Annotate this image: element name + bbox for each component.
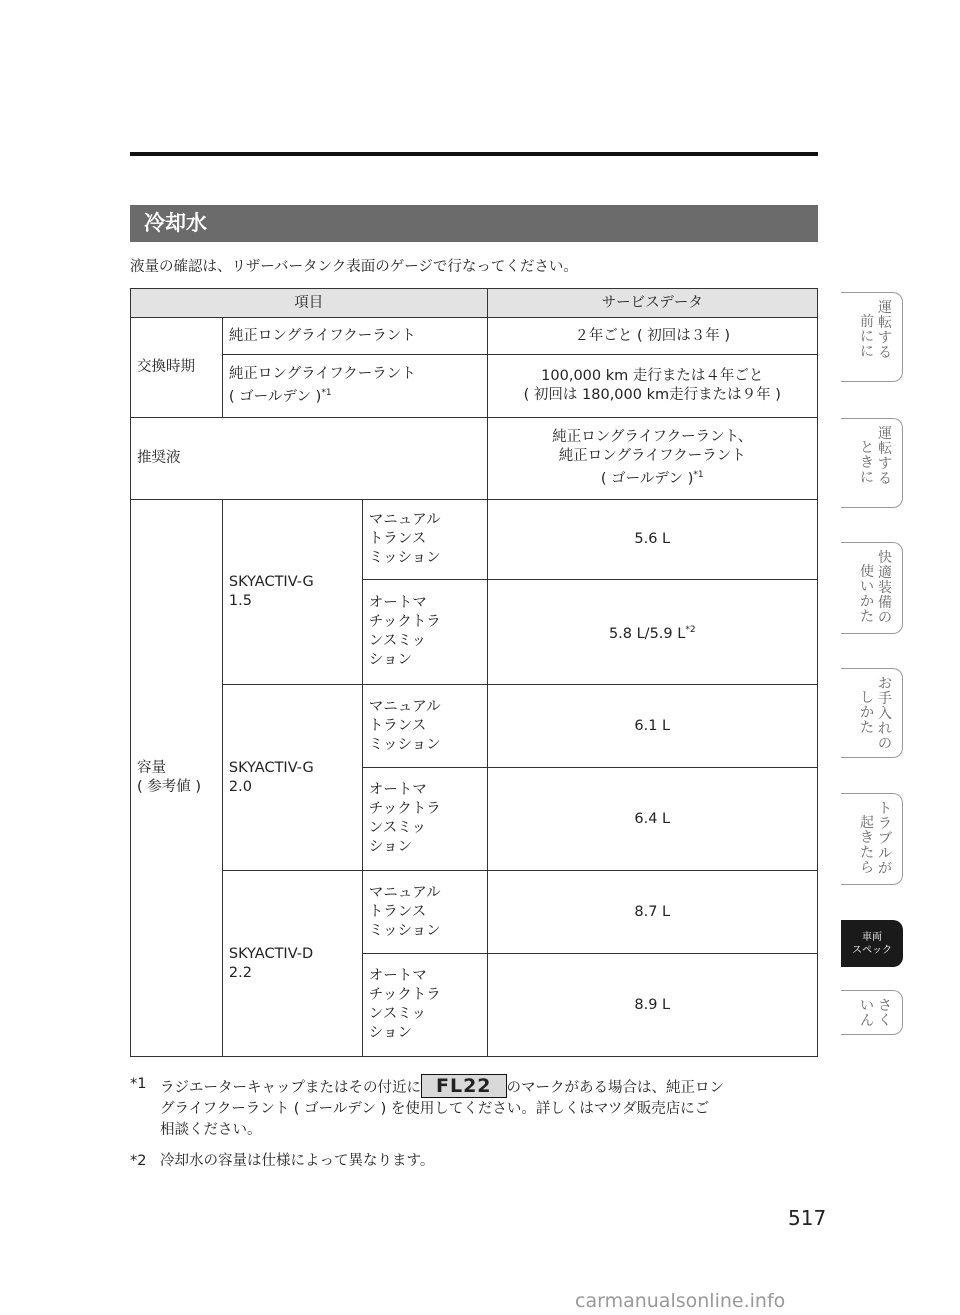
tab-vehicle-specs[interactable]: 車両 スペック: [841, 920, 903, 967]
transmission-manual: マニュアル トランス ミッション: [362, 500, 487, 580]
recommended-label: 推奨液: [131, 418, 488, 500]
transmission-auto: オートマ チックトラ ンスミッ ション: [362, 580, 487, 685]
capacity-value: 8.7 L: [487, 871, 817, 954]
transmission-manual: マニュアル トランス ミッション: [362, 871, 487, 954]
capacity-value: 6.1 L: [487, 685, 817, 768]
exchange-value-2: 100,000 km 走行または４年ごと ( 初回は 180,000 km走行または９年 ): [487, 355, 817, 418]
table-header-row: [131, 289, 818, 318]
tab-comfort-equipment[interactable]: 使 い か た 快 適 装 備 の: [841, 542, 903, 634]
watermark: carmanualsonline.info: [575, 1290, 786, 1312]
coolant-spec-table: [130, 288, 818, 1057]
exchange-item-1: 純正ロングライフクーラント: [222, 318, 487, 355]
tab-before-driving[interactable]: 前 に に 運 転 す る: [841, 292, 903, 382]
tab-index[interactable]: い ん さ く: [841, 990, 903, 1035]
section-title: 冷却水: [130, 205, 818, 242]
footnote-1: *1 ラジエーターキャップまたはその付近に FL22 のマークがある場合は、純正ロン グライフクーラント ( ゴールデン ) を使用してください。詳しくはマツダ販売店にご 相談ください。: [130, 1075, 725, 1138]
header-item: 項目: [131, 289, 488, 318]
capacity-label: 容量 ( 参考値 ): [131, 500, 223, 1057]
tab-while-driving[interactable]: と き に 運 転 す る: [841, 418, 903, 508]
table-row: [131, 871, 818, 954]
tab-troubleshooting[interactable]: 起 き た ら ト ラ ブ ル が: [841, 793, 903, 885]
page-number: 517: [788, 1206, 827, 1230]
footnote-2: *2 冷却水の容量は仕様によって異なります。: [130, 1153, 435, 1169]
engine-name: SKYACTIV-D 2.2: [222, 871, 362, 1057]
tab-maintenance[interactable]: し か た お 手 入 れ の: [841, 668, 903, 758]
intro-text: 液量の確認は、リザーバータンク表面のゲージで行なってください。: [130, 259, 578, 275]
table-row: [131, 500, 818, 580]
transmission-auto: オートマ チックトラ ンスミッ ション: [362, 768, 487, 871]
transmission-auto: オートマ チックトラ ンスミッ ション: [362, 954, 487, 1057]
capacity-value: 5.8 L/5.9 $L^{*2}$: [487, 580, 817, 685]
exchange-item-2: 純正ロングライフクーラント ( ゴールデン )$^{*1}$: [222, 355, 487, 418]
table-row: [131, 318, 818, 355]
exchange-value-1: ２年ごと ( 初回は３年 ): [487, 318, 817, 355]
exchange-label: 交換時期: [131, 318, 223, 418]
table-row: [131, 418, 818, 500]
fl22-mark: FL22: [421, 1074, 507, 1098]
recommended-value: 純正ロングライフクーラント、 純正ロングライフクーラント ( ゴールデン )$^{*1}$: [487, 418, 817, 500]
table-row: [131, 685, 818, 768]
engine-name: SKYACTIV-G 2.0: [222, 685, 362, 871]
header-service-data: サービスデータ: [487, 289, 817, 318]
table-row: [131, 355, 818, 418]
capacity-value: 8.9 L: [487, 954, 817, 1057]
capacity-value: 5.6 L: [487, 500, 817, 580]
engine-name: SKYACTIV-G 1.5: [222, 500, 362, 685]
top-rule: [130, 152, 818, 156]
transmission-manual: マニュアル トランス ミッション: [362, 685, 487, 768]
capacity-value: 6.4 L: [487, 768, 817, 871]
